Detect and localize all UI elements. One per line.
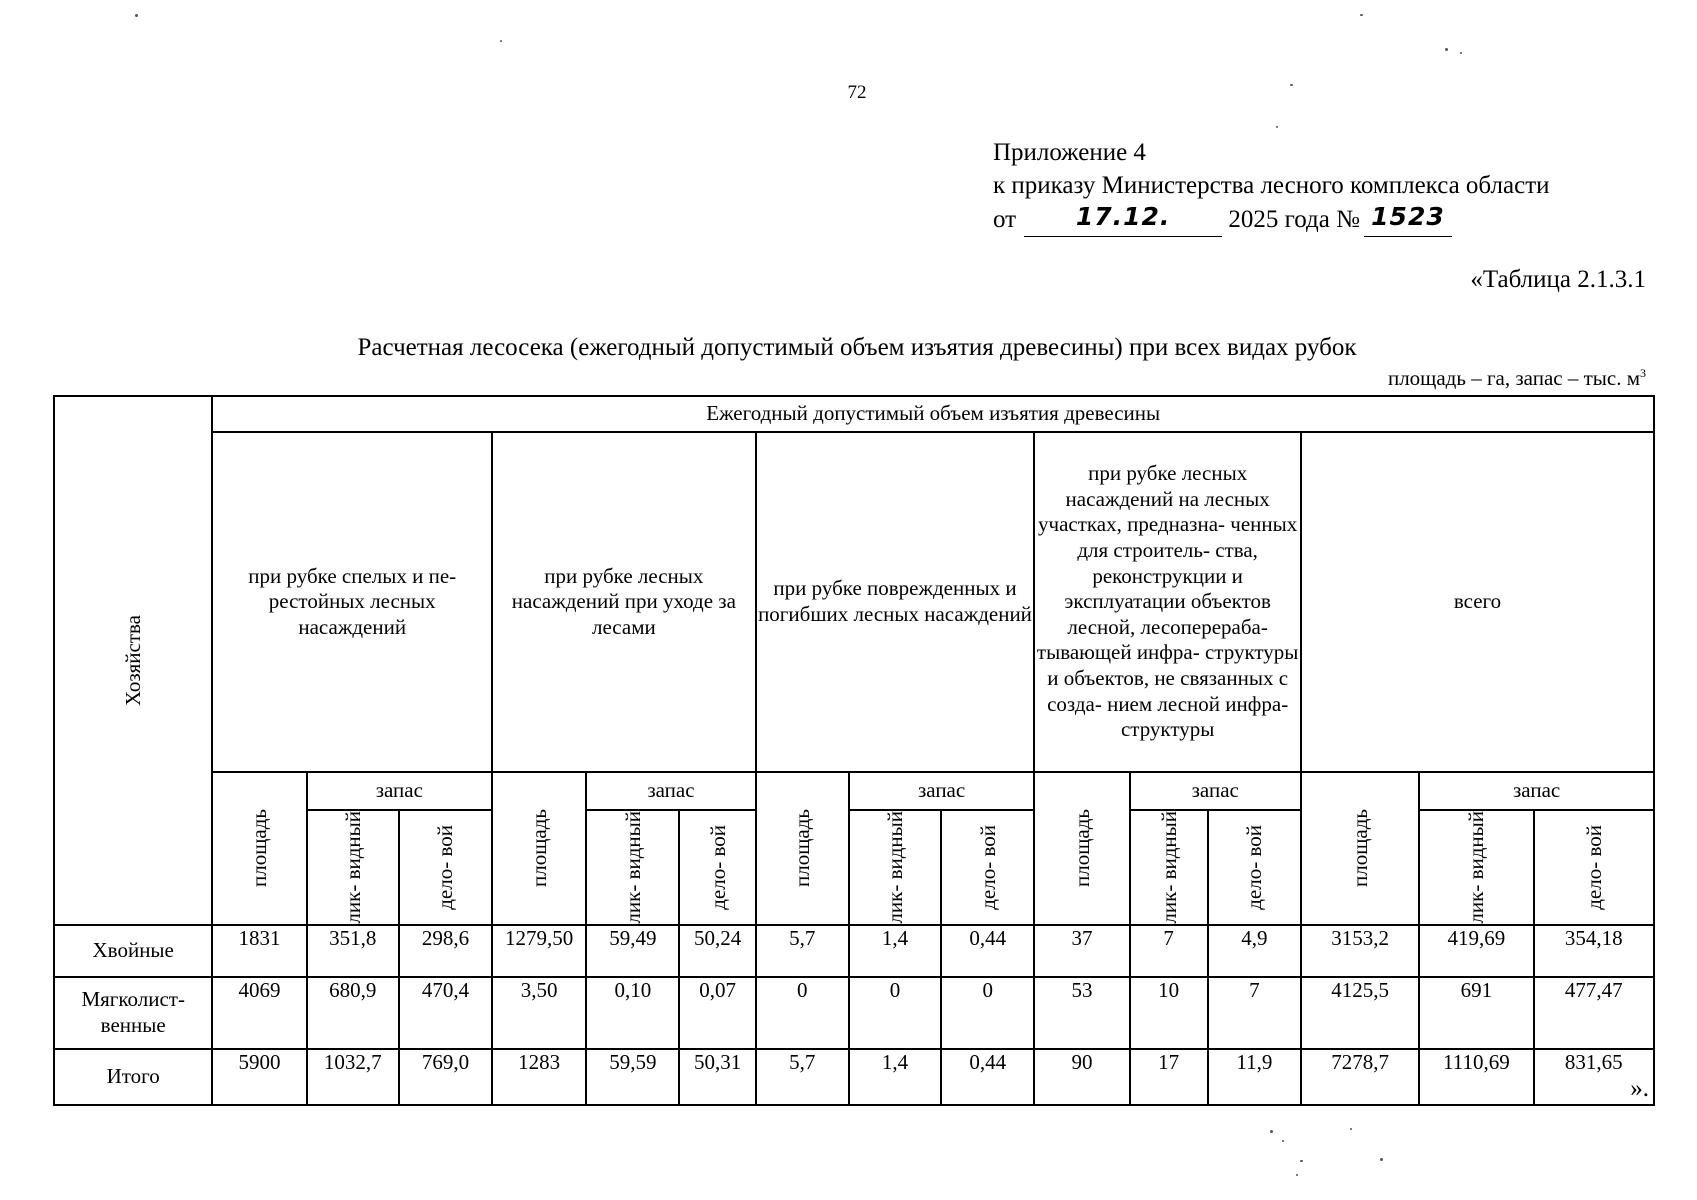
header-area: [1034, 772, 1129, 925]
table-cell: 3153,2: [1301, 925, 1419, 977]
scan-speck: [1300, 1160, 1303, 1162]
table-cell: 50,31: [679, 1049, 755, 1105]
header-business-label: дело- вой: [433, 824, 458, 910]
appendix-block: [993, 136, 1550, 237]
header-liquid-label: лик- видный: [882, 811, 907, 924]
table-row: [54, 925, 1654, 977]
header-area-label: площадь: [790, 809, 815, 888]
header-group-care: при рубке лесных насаждений при уходе за лесами: [492, 432, 756, 772]
header-area-label: площадь: [527, 809, 552, 888]
header-business: [679, 810, 755, 925]
header-liquid-label: лик- видный: [340, 811, 365, 924]
table-cell: 5,7: [756, 1049, 849, 1105]
scan-speck: [1296, 1174, 1298, 1176]
from-label: от: [993, 206, 1017, 233]
header-liquid-label: лик- видный: [620, 811, 645, 924]
handwritten-date: 17.12.: [1075, 202, 1171, 231]
table-row: [54, 1049, 1654, 1105]
table-cell: 37: [1034, 925, 1129, 977]
appendix-order: к приказу Министерства лесного комплекса области: [993, 172, 1550, 199]
table-cell: 7: [1130, 925, 1208, 977]
header-business-label: дело- вой: [705, 824, 730, 910]
table-cell: 7: [1208, 977, 1301, 1049]
header-business-label: дело- вой: [1242, 824, 1267, 910]
document-title: Расчетная лесосека (ежегодный допустимый объем изъятия древесины) при всех видах рубок: [357, 334, 1357, 361]
table-cell: 419,69: [1419, 925, 1533, 977]
header-stock: запас: [849, 772, 1034, 810]
table-cell: 691: [1419, 977, 1533, 1049]
header-area: [492, 772, 586, 925]
table-cell: 17: [1130, 1049, 1208, 1105]
order-number-field: [1364, 202, 1452, 237]
table-cell: 1283: [492, 1049, 586, 1105]
header-business-label: дело- вой: [1581, 824, 1606, 910]
units-text: площадь – га, запас – тыс. м: [1387, 366, 1640, 390]
table-cell: 470,4: [399, 977, 492, 1049]
scan-speck: [1360, 14, 1363, 16]
table-cell: 50,24: [679, 925, 755, 977]
scan-speck: [1445, 48, 1448, 51]
header-group-construction: при рубке лесных насаждений на лесных участках, предназна- ченных для строитель- ства, реконструкции и эксплуатации объектов лесной, лесоперераба- тывающей инфра- структуры и объектов, не связанных с созда- нием лесной инфра- структуры: [1034, 432, 1301, 772]
table-cell: 11,9: [1208, 1049, 1301, 1105]
header-liquid: [307, 810, 399, 925]
table-cell: 351,8: [307, 925, 399, 977]
scan-speck: [1460, 52, 1462, 54]
header-group-mature: при рубке спелых и пе- рестойных лесных насаждений: [212, 432, 492, 772]
appendix-title: Приложение 4: [993, 139, 1146, 166]
table-cell: 1110,69: [1419, 1049, 1533, 1105]
table-cell: 831,65: [1534, 1049, 1654, 1105]
header-business-label: дело- вой: [975, 824, 1000, 910]
row-name-total: Итого: [54, 1049, 212, 1105]
handwritten-number: 1523: [1371, 202, 1445, 231]
header-liquid-label: лик- видный: [1464, 811, 1489, 924]
table-cell: 7278,7: [1301, 1049, 1419, 1105]
header-business: [399, 810, 492, 925]
header-business: [941, 810, 1034, 925]
header-area: [756, 772, 849, 925]
page-number: 72: [847, 82, 867, 103]
table-cell: 10: [1130, 977, 1208, 1049]
table-cell: 5,7: [756, 925, 849, 977]
units-superscript: 3: [1640, 366, 1646, 380]
header-annual-volume: Ежегодный допустимый объем изъятия древесины: [212, 396, 1654, 432]
header-area-label: площадь: [1069, 809, 1094, 888]
row-name: Мягколист- венные: [54, 977, 212, 1049]
table-cell: 4069: [212, 977, 306, 1049]
header-liquid-label: лик- видный: [1156, 811, 1181, 924]
scan-speck: [1350, 1128, 1352, 1130]
table-cell: 53: [1034, 977, 1129, 1049]
table-cell: 1032,7: [307, 1049, 399, 1105]
table-cell: 3,50: [492, 977, 586, 1049]
table-cell: 4,9: [1208, 925, 1301, 977]
table-cell: 680,9: [307, 977, 399, 1049]
table-cell: 90: [1034, 1049, 1129, 1105]
scan-speck: [500, 40, 502, 42]
table-cell: 354,18: [1534, 925, 1654, 977]
table-label: «Таблица 2.1.3.1: [1470, 266, 1646, 293]
header-stock: запас: [307, 772, 492, 810]
table-cell: 1,4: [849, 925, 941, 977]
header-area-label: площадь: [247, 809, 272, 888]
header-group-total: всего: [1301, 432, 1654, 772]
table-cell: 0,44: [941, 925, 1034, 977]
scan-speck: [1290, 84, 1293, 86]
table-cell: 0: [941, 977, 1034, 1049]
scan-speck: [1380, 1158, 1383, 1161]
header-stock: запас: [1130, 772, 1301, 810]
header-area-label: площадь: [1348, 809, 1373, 888]
appendix-date-line: [993, 202, 1550, 237]
scan-speck: [1270, 1130, 1273, 1133]
header-group-damaged: при рубке поврежденных и погибших лесных насаждений: [756, 432, 1035, 772]
header-liquid: [1419, 810, 1533, 925]
year-text: 2025 года №: [1228, 206, 1360, 233]
scan-speck: [135, 14, 138, 17]
row-name: Хвойные: [54, 925, 212, 977]
header-area: [212, 772, 306, 925]
table-cell: 5900: [212, 1049, 306, 1105]
table-cell: 298,6: [399, 925, 492, 977]
units-note: [1388, 366, 1646, 391]
header-liquid: [849, 810, 941, 925]
table-cell: 59,59: [586, 1049, 679, 1105]
header-business: [1208, 810, 1301, 925]
table-row: [54, 977, 1654, 1049]
header-farms: [54, 396, 212, 925]
table-cell: 0: [756, 977, 849, 1049]
header-liquid: [1130, 810, 1208, 925]
scan-speck: [1276, 126, 1278, 128]
table-cell: 0,07: [679, 977, 755, 1049]
table-cell: 0,44: [941, 1049, 1034, 1105]
table-cell: 0: [849, 977, 941, 1049]
table-cell: 0,10: [586, 977, 679, 1049]
header-stock: запас: [586, 772, 755, 810]
table-cell: 1,4: [849, 1049, 941, 1105]
table-cell: 1831: [212, 925, 306, 977]
header-liquid: [586, 810, 679, 925]
date-field: [1024, 202, 1222, 237]
table-cell: 769,0: [399, 1049, 492, 1105]
logging-table: [53, 395, 1655, 1106]
scan-speck: [1282, 1140, 1284, 1142]
table-cell: 1279,50: [492, 925, 586, 977]
table-cell: 477,47: [1534, 977, 1654, 1049]
header-business: [1534, 810, 1654, 925]
header-farms-label: Хозяйства: [121, 614, 146, 706]
table-cell: 4125,5: [1301, 977, 1419, 1049]
header-stock: запас: [1419, 772, 1654, 810]
closing-quote: ».: [1630, 1075, 1649, 1102]
header-area: [1301, 772, 1419, 925]
table-cell: 59,49: [586, 925, 679, 977]
